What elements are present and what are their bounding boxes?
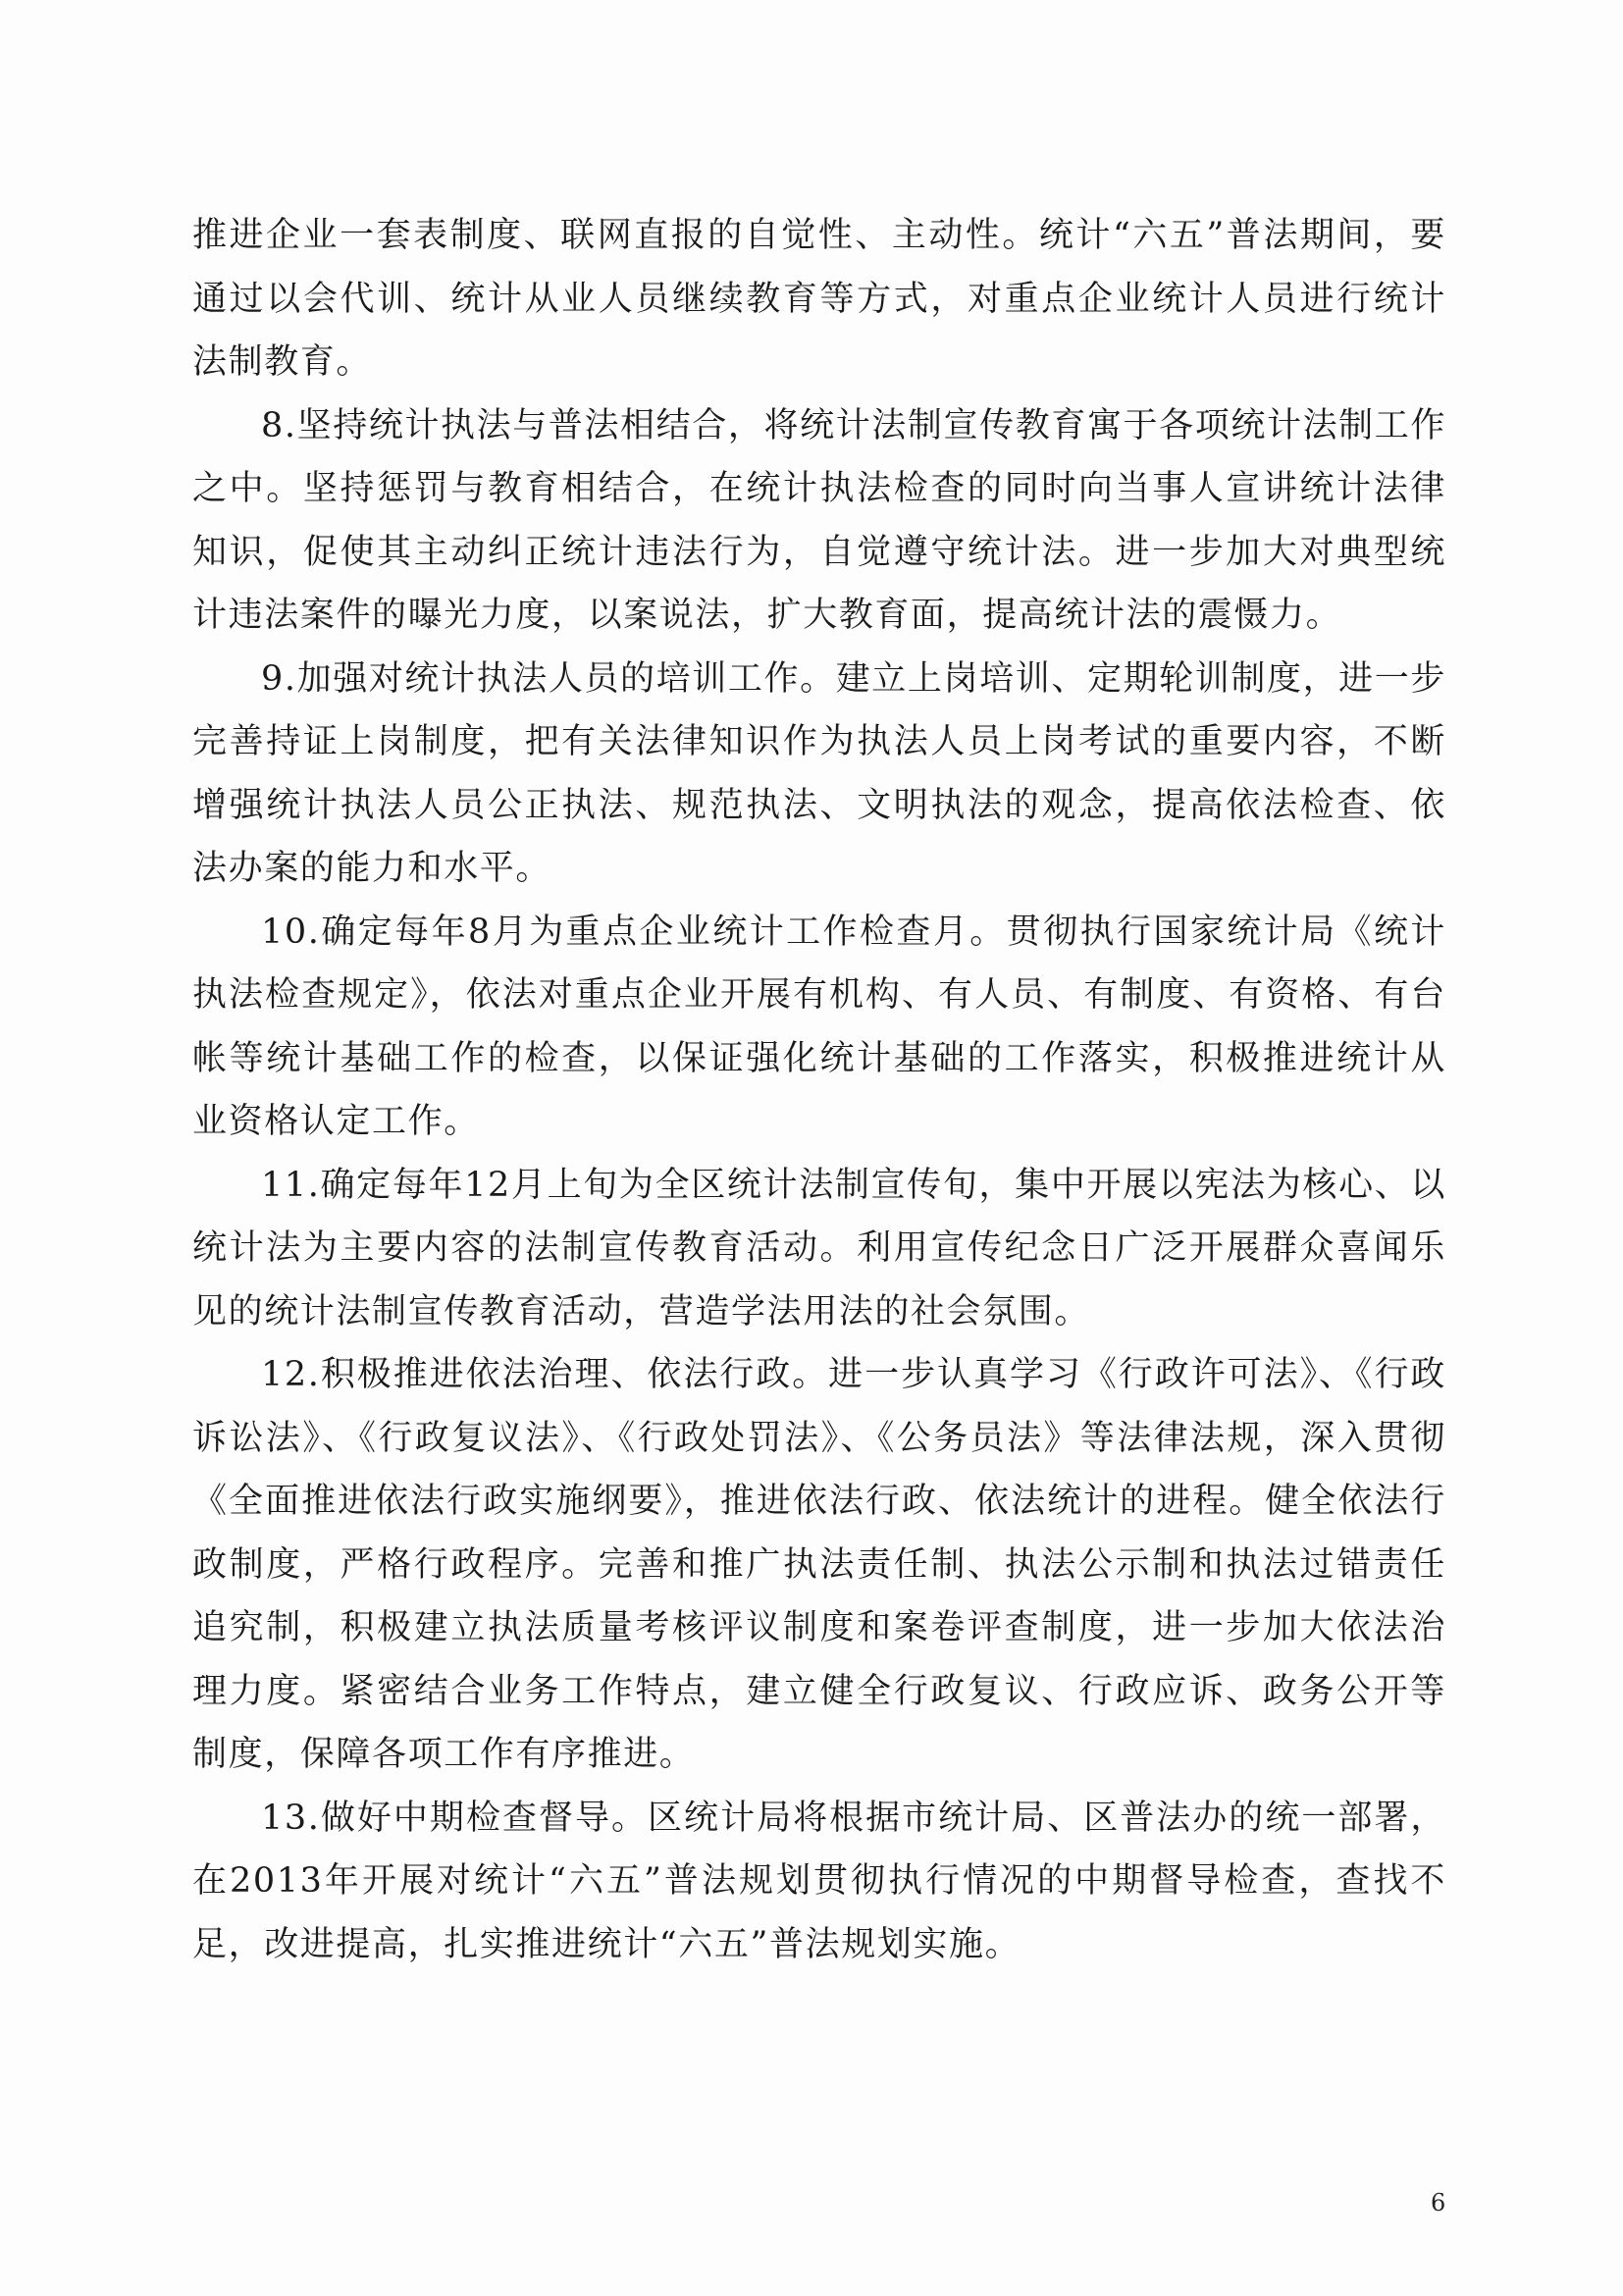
paragraph-item-10: 10.确定每年8月为重点企业统计工作检查月。贯彻执行国家统计局《统计执法检查规定》，依法对重点企业开展有机构、有人员、有制度、有资格、有台帐等统计基础工作的检查，以保证强化统计基础的工作落实，积极推进统计从业资格认定工作。 [192, 912, 1446, 1141]
paragraph-item-9: 9.加强对统计执法人员的培训工作。建立上岗培训、定期轮训制度，进一步完善持证上岗制度，把有关法律知识作为执法人员上岗考试的重要内容，不断增强统计执法人员公正执法、规范执法、文明执法的观念，提高依法检查、依法办案的能力和水平。 [192, 658, 1446, 888]
paragraph-continuation: 推进企业一套表制度、联网直报的自觉性、主动性。统计“六五”普法期间，要通过以会代训、统计从业人员继续教育等方式，对重点企业统计人员进行统计法制教育。 [192, 216, 1446, 382]
paragraph-item-12: 12.积极推进依法治理、依法行政。进一步认真学习《行政许可法》、《行政诉讼法》、《行政复议法》、《行政处罚法》、《公务员法》等法律法规，深入贯彻《全面推进依法行政实施纲要》，推进依法行政、依法统计的进程。健全依法行政制度，严格行政程序。完善和推广执法责任制、执法公示制和执法过错责任追究制，积极建立执法质量考核评议制度和案卷评查制度，进一步加大依法治理力度。紧密结合业务工作特点，建立健全行政复议、行政应诉、政务公开等制度，保障各项工作有序推进。 [192, 1355, 1446, 1774]
page-number: 6 [1431, 2189, 1446, 2217]
paragraph-item-11: 11.确定每年12月上旬为全区统计法制宣传旬，集中开展以宪法为核心、以统计法为主要内容的法制宣传教育活动。利用宣传纪念日广泛开展群众喜闻乐见的统计法制宣传教育活动，营造学法用法的社会氛围。 [192, 1165, 1446, 1331]
paragraph-item-8: 8.坚持统计执法与普法相结合，将统计法制宣传教育寓于各项统计法制工作之中。坚持惩罚与教育相结合，在统计执法检查的同时向当事人宣讲统计法律知识，促使其主动纠正统计违法行为，自觉遵守统计法。进一步加大对典型统计违法案件的曝光力度，以案说法，扩大教育面，提高统计法的震慑力。 [192, 405, 1446, 635]
document-body [192, 204, 1446, 1976]
paragraph-item-13: 13.做好中期检查督导。区统计局将根据市统计局、区普法办的统一部署，在2013年开展对统计“六五”普法规划贯彻执行情况的中期督导检查，查找不足，改进提高，扎实推进统计“六五”普法规划实施。 [192, 1798, 1446, 1964]
